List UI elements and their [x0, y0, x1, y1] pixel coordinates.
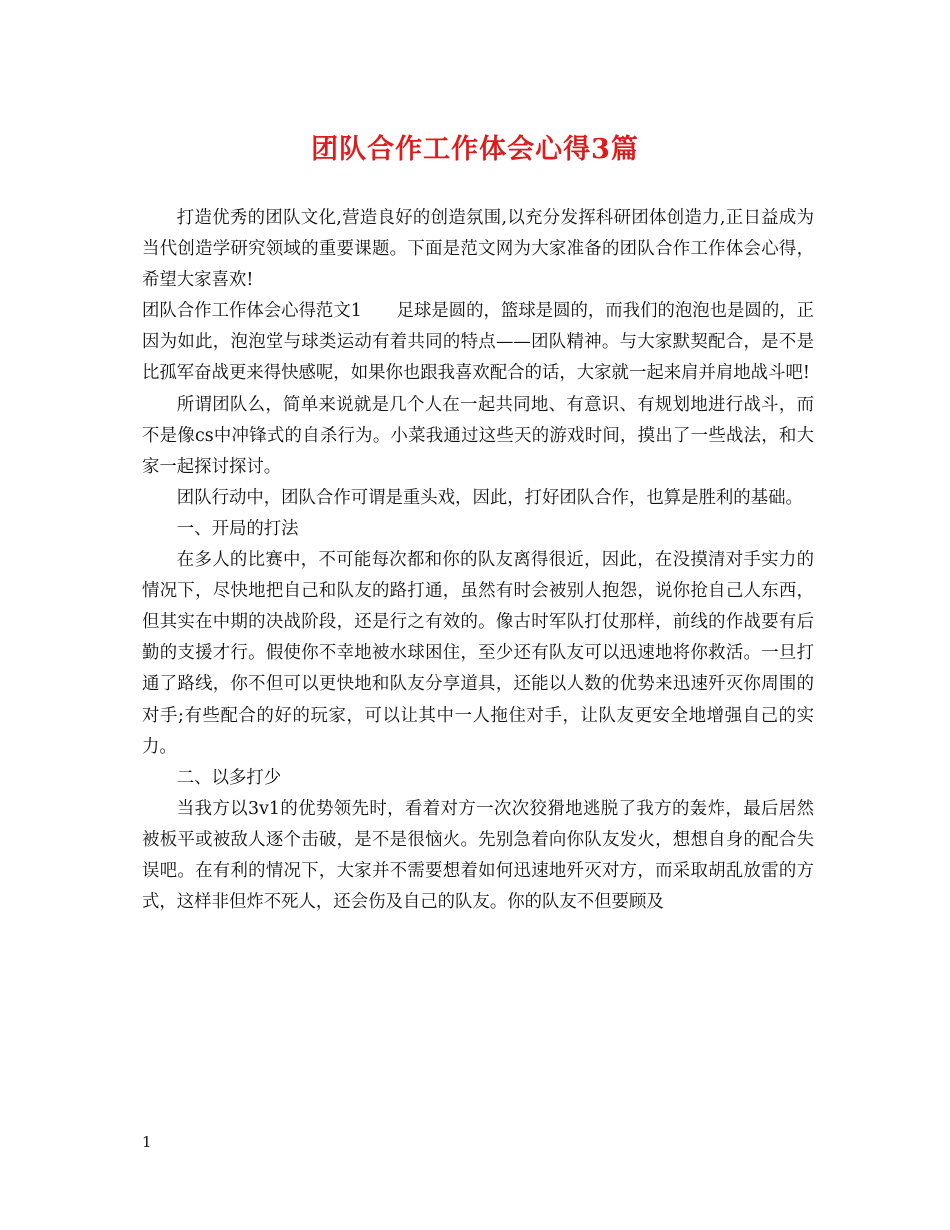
paragraph-team-definition: 所谓团队么，简单来说就是几个人在一起共同地、有意识、有规划地进行战斗，而不是像cs中冲锋式的自杀行为。小菜我通过这些天的游戏时间，摸出了一些战法，和大家一起探讨探讨。 — [142, 394, 814, 477]
paragraph-team-action: 团队行动中，团队合作可谓是重头戏，因此，打好团队合作，也算是胜利的基础。 — [176, 487, 803, 508]
paragraph-intro: 打造优秀的团队文化,营造良好的创造氛围,以充分发挥科研团体创造力,正日益成为当代创造学研究领域的重要课题。下面是范文网为大家准备的团队合作工作体会心得，希望大家喜欢! — [142, 208, 814, 291]
paragraph-outnumber: 当我方以3v1的优势领先时，看着对方一次次狡猾地逃脱了我方的轰炸，最后居然被板平或被敌人逐个击破，是不是很恼火。先别急着向你队友发火，想想自身的配合失误吧。在有利的情况下，大家并不需要想着如何迅速地歼灭对方，而采取胡乱放雷的方式，这样非但炸不死人，还会伤及自己的队友。你的队友不但要顾及 — [142, 798, 814, 913]
page-number: 1 — [142, 1133, 152, 1151]
document-body — [142, 203, 814, 918]
paragraph-essay-1-opening: 团队合作工作体会心得范文1 足球是圆的，篮球是圆的，而我们的泡泡也是圆的，正因为如此，泡泡堂与球类运动有着共同的特点——团队精神。与大家默契配合，是不是比孤军奋战更来得快感呢，如果你也跟我喜欢配合的话，大家就一起来肩并肩地战斗吧! — [142, 301, 814, 384]
page-title: 团队合作工作体会心得3篇 — [311, 134, 639, 165]
section-heading-outnumber: 二、以多打少 — [176, 767, 282, 788]
section-heading-opening-tactics: 一、开局的打法 — [176, 518, 299, 539]
paragraph-opening-tactics: 在多人的比赛中，不可能每次都和你的队友离得很近，因此，在没摸清对手实力的情况下，尽快地把自己和队友的路打通，虽然有时会被别人抱怨，说你抢自己人东西，但其实在中期的决战阶段，还是行之有效的。像古时军队打仗那样，前线的作战要有后勤的支援才行。假使你不幸地被水球困住，至少还有队友可以迅速地将你救活。一旦打通了路线，你不但可以更快地和队友分享道具，还能以人数的优势来迅速歼灭你周围的对手;有些配合的好的玩家，可以让其中一人拖住对手，让队友更安全地增强自己的实力。 — [142, 550, 814, 757]
